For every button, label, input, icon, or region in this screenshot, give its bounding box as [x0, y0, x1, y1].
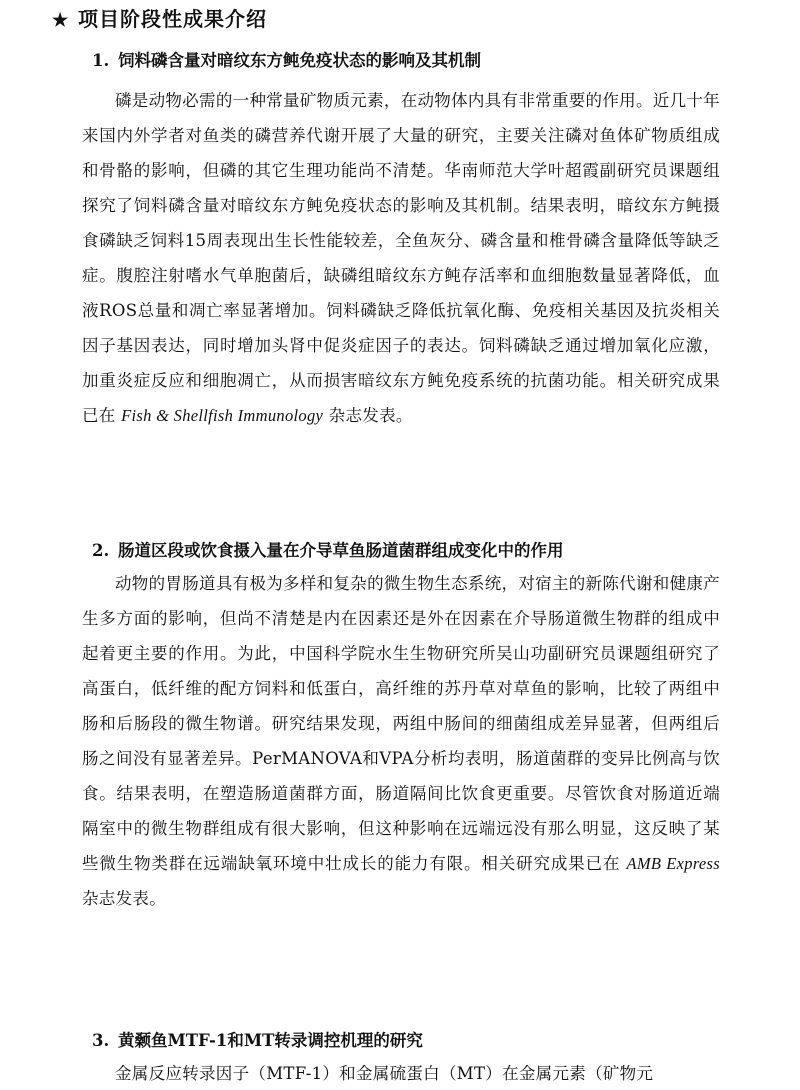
item-2-title: [92, 540, 564, 562]
item-1-number: 1.: [92, 51, 110, 70]
item-2-number: 2.: [92, 541, 110, 560]
item-2-tail: 杂志发表。: [82, 889, 166, 908]
item-2-body: 动物的胃肠道具有极为多样和复杂的微生物生态系统，对宿主的新陈代谢和健康产生多方面的影响，但尚不清楚是内在因素还是外在因素在介导肠道微生物群的组成中起着更主要的作用。为此，中国科学院水生生物研究所吴山功副研究员课题组研究了高蛋白，低纤维的配方饲料和低蛋白，高纤维的苏丹草对草鱼的影响，比较了两组中肠和后肠段的微生物谱。研究结果发现，两组中肠间的细菌组成差异显著，但两组后肠之间没有显著差异。PerMANOVA和VPA分析均表明，肠道菌群的变异比例高与饮食。结果表明，在塑造肠道菌群方面，肠道隔间比饮食更重要。尽管饮食对肠道近端隔室中的微生物群组成有很大影响，但这种影响在远端远没有那么明显，这反映了某些微生物类群在远端缺氧环境中壮成长的能力有限。相关研究成果已在: [82, 574, 720, 873]
star-icon: ★: [52, 10, 70, 31]
item-1-title: [92, 50, 481, 72]
item-1-journal: Fish & Shellfish Immunology: [121, 406, 324, 425]
item-1-paragraph: [82, 83, 720, 433]
item-3-paragraph: [82, 1056, 720, 1090]
item-3-number: 3.: [92, 1031, 110, 1050]
item-2-paragraph: [82, 566, 720, 916]
item-3-title-text: 黄颡鱼MTF-1和MT转录调控机理的研究: [118, 1031, 423, 1050]
item-1-body: 磷是动物必需的一种常量矿物质元素，在动物体内具有非常重要的作用。近几十年来国内外学者对鱼类的磷营养代谢开展了大量的研究，主要关注磷对鱼体矿物质组成和骨骼的影响，但磷的其它生理功能尚不清楚。华南师范大学叶超霞副研究员课题组探究了饲料磷含量对暗纹东方鲀免疫状态的影响及其机制。结果表明，暗纹东方鲀摄食磷缺乏饲料15周表现出生长性能较差，全鱼灰分、磷含量和椎骨磷含量降低等缺乏症。腹腔注射嗜水气单胞菌后，缺磷组暗纹东方鲀存活率和血细胞数量显著降低，血液ROS总量和凋亡率显著增加。饲料磷缺乏降低抗氧化酶、免疫相关基因及抗炎相关因子基因表达，同时增加头肾中促炎症因子的表达。饲料磷缺乏通过增加氧化应激，加重炎症反应和细胞凋亡，从而损害暗纹东方鲀免疫系统的抗菌功能。相关研究成果已在: [82, 91, 720, 425]
item-1-tail: 杂志发表。: [328, 406, 413, 425]
item-3-title: [92, 1030, 423, 1052]
item-2-title-text: 肠道区段或饮食摄入量在介导草鱼肠道菌群组成变化中的作用: [118, 541, 564, 560]
item-1-title-text: 饲料磷含量对暗纹东方鲀免疫状态的影响及其机制: [118, 51, 481, 70]
section-title-text: 项目阶段性成果介绍: [78, 7, 267, 31]
item-2-journal: AMB Express: [626, 854, 720, 873]
section-title: [52, 6, 267, 34]
item-3-body: 金属反应转录因子（MTF-1）和金属硫蛋白（MT）在金属元素（矿物元: [115, 1064, 654, 1083]
